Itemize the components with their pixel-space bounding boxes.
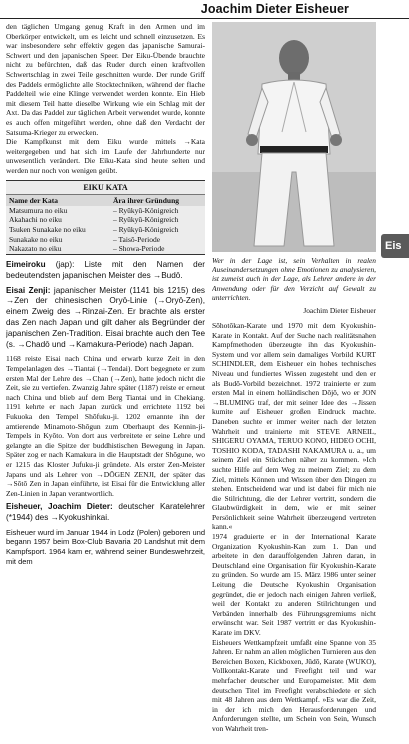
kata-name: Tsuken Sunakake no eiku [9,224,86,234]
table-row [6,215,205,225]
eisheuer-bio-paragraph: Eisheuer wurd im Januar 1944 in Lodz (Polen) geboren und begann 1957 beim Box-Club Bavaria 20 Landshut mit dem Kampfsport. 1964 kam er, während seiner Bundeswehrzeit, mit dem [6,527,205,566]
kata-name: Nakazato no eiku [9,244,62,254]
left-column [6,22,205,744]
table-row [6,244,205,254]
kata-era: – Showa-Periode [113,244,165,254]
eiku-kata-paragraph: Die Kampfkunst mit dem Eiku wurde mittels →Kata weitergegeben und hat sich im Laufe der Jahrhunderte nur unwesentlich verändert. Die Eiku-Kata sind heute selten und werden nur noch von wenigen geübt. [6,137,205,175]
kata-table-header-row [6,194,205,206]
kata-era: – Ryūkyū-Königreich [113,205,179,215]
table-row [6,206,205,216]
table-row [6,235,205,245]
eiku-kata-table [6,180,205,256]
body-paragraph: Eisheuers Wettkampfzeit umfaßt eine Spanne von 35 Jahren. Er nahm an allen möglichen Turnieren aus den Bereichen Boxen, Kickboxen, Jūdō, Karate (WUKO), Vollkontakt-Karate und Freefight teil und war mehrfacher deutscher und Europameister. Mit dem deutschen Titel im Freefight verabschiedete er sich mit 48 Jahren aus dem Wettkampf. »Es war die Zeit, in der ich mich den Herausforderungen und Anforderungen stellte, um Schein von Sein, Wunsch von Wahrheit tren- [212,637,376,733]
thumb-index-tab[interactable]: Eis [381,234,409,258]
kata-era: – Ryūkyū-Königreich [113,215,179,225]
entry-eisheuer [6,502,205,524]
karate-master-photo [212,22,376,252]
entry-definition: deutscher Karatelehrer (*1944) des →Kyokushinkai. [6,502,205,523]
kata-name: Sunakake no eiku [9,234,63,244]
table-row [6,225,205,235]
entry-definition: (jap): Liste mit den Namen der bedeutendsten japanischen Meister des →Budō. [6,260,205,280]
kata-name: Matsumura no eiku [9,205,68,215]
entry-term: Eisheuer, Joachim Dieter: [6,502,113,512]
kata-name: Akahachi no eiku [9,215,62,225]
kata-col-era-header: Ära ihrer Gründung [113,195,179,205]
entry-definition: japanischer Meister (1141 bis 1215) des →Zen der chinesischen Oryō-Linie (→Oryō-Zen), einem Zweig des →Rinzai-Zen. Er brachte als erster das Zen nach Japan und gilt daher als Begründer der japanischen Zen-Tradition. Eisai brachte auch den Tee (s. →Chadō und →Kamakura-Periode) nach Japan. [6,285,205,349]
person-in-gi-illustration [212,22,376,252]
entry-eimeiroku [6,260,205,282]
kata-col-name-header: Name der Kata [9,195,59,205]
caption-source: Joachim Dieter Eisheuer [303,306,376,316]
header-rule [0,18,409,19]
entry-term: Eimeiroku [6,260,46,270]
eiku-text-paragraph: den täglichen Umgang genug Kraft in den Armen und im Oberkörper entwickelt, um es leicht und schnell einzusetzen. Es war insbesondere sehr effektiv gegen das japanische Samurai-Schwert und den japanischen Speer. Der Eiku-Übende brauchte nicht zu befürchten, daß das Ruder durch einen kraftvollen Schwertschlag in zwei Teile geschnitten wurde. Der runde Griff des Paddels ermöglichte alle Stocktechniken, während der flache Paddelteil wie eine Klinge verwendet werden konnte. Ein Hieb mit diesem Teil hatte dieselbe Wirkung wie ein Schlag mit der Axt. Da das Paddel zur täglichen Arbeit verwendet wurde, konnte es auch offen mitgeführt werden, ohne daß den Verdacht der Satsuma-Krieger zu erwecken. [6,22,205,137]
photo-caption-quote: Wer in der Lage ist, sein Verhalten in realen Auseinandersetzungen ohne Emotionen zu analysieren, ist zumeist auch in der Lage, als Lehrer andere in der Anwendung oder für den Verzicht auf Gewalt zu unterrichten. [212,256,376,302]
body-paragraph: Sōhotōkan-Karate und 1970 mit dem Kyokushin-Karate in Kontakt. Auf der Suche nach realitätsnahen Kampfmethoden überzeugte ihn das Kyokushin-System und vor allem sein damaliges Vorbild KURT SCHINDLER, dem Eisheuer ein hohes technisches Niveau und fundiertes Wissen zugesteht und den er als Budō-Vorbild bezeichnet. 1972 trainierte er zum ersten Mal in einem holländischen Dōjō, wo er JON →BLUMING traf, der mit seiner Idee des →Jissen kumite auf Eisheuer großen Eindruck machte. Daneben suchte er immer weiter nach der letzten Wahrheit und trainierte mit STEVE ARNEIL, SHIGERU OYAMA, TERUO KONO, HIDEO OCHI, TOSHIO KODA, TADASHI NAKAMURA u. a., um seinem Ziel ein Stückchen näher zu kommen. »Ich suchte Hilfe auf dem Weg zu meinem Ziel; zu dem Ziel, mittels Können und Wissen über den Dingen zu stehen. Entscheidend war und ist dabei für mich nie die Stilrichtung, die der Lehrer vertritt, sondern die Glaubwürdigkeit in dem, wie er mit seiner Persönlichkeit seine Wahrheit überzeugend vertreten kann.« [212,321,376,532]
running-head-title: Joachim Dieter Eisheuer [200,2,349,16]
right-column [212,22,376,744]
eisai-detail-paragraph: 1168 reiste Eisai nach China und erwarb kurze Zeit in den Tempelanlagen des →Tiantai (→Tendai). Dort begegnete er zum ersten Mal der Lehre des →Chan (→Zen), hatte jedoch nicht die Zeit, sie zu vertiefen. Zwanzig Jahre später (1187) reiste er erneut nach China und blieb auf dem Berg Tiantai und in Chekiang. 1191 kehrte er nach Japan zurück und errichtete 1192 bei Fukuoka den Tempel Shōfuku-ji. 1202 ernannte ihn der amtierende Minamoto-Shōgun zum Oberhaupt des Kennin-ji-Tempels in Kyōto. Von dort aus verbreitete er seine Lehre und gelangte an die Spitze der buddhistischen Bewegung in Japan. Später zog er nach Kamakura in die Hauptstadt der Shōgune, wo er 1215 das Kloster Jufuku-ji gründete. Als erster Zen-Meister Japans und als Lehrer von →DŌGEN ZENJI, der später das →Sōtō Zen in Japan einführte, ist Eisai für die Entwicklung aller Zen-Linien in Japan verantwortlich. [6,354,205,498]
body-paragraph: 1974 graduierte er in der International Karate Organization Kyokushin-Kan zum 1. Dan und arbeitete in den darauffolgenden Jahren daran, in Deutschland eine Organisation für Kyokushin-Karate zu gründen. So wurde am 15. März 1986 unter seiner Leitung die Deutsche Kyokushin Organisation gegründet, die er jedoch nach einigen Jahren verließ, weil der Kontakt zu anderen Stilrichtungen und Verbänden innerhalb des Führungsgremiums nicht erwünscht war. Seit 1987 vertritt er das Kyokushin-Karate im DKV. [212,532,376,638]
entry-eisai-zenji [6,286,205,351]
entry-term: Eisai Zenji: [6,285,51,295]
kata-era: – Ryūkyū-Königreich [113,224,179,234]
kata-era: – Taisō-Periode [113,234,161,244]
kata-table-heading: EIKU KATA [83,182,128,192]
